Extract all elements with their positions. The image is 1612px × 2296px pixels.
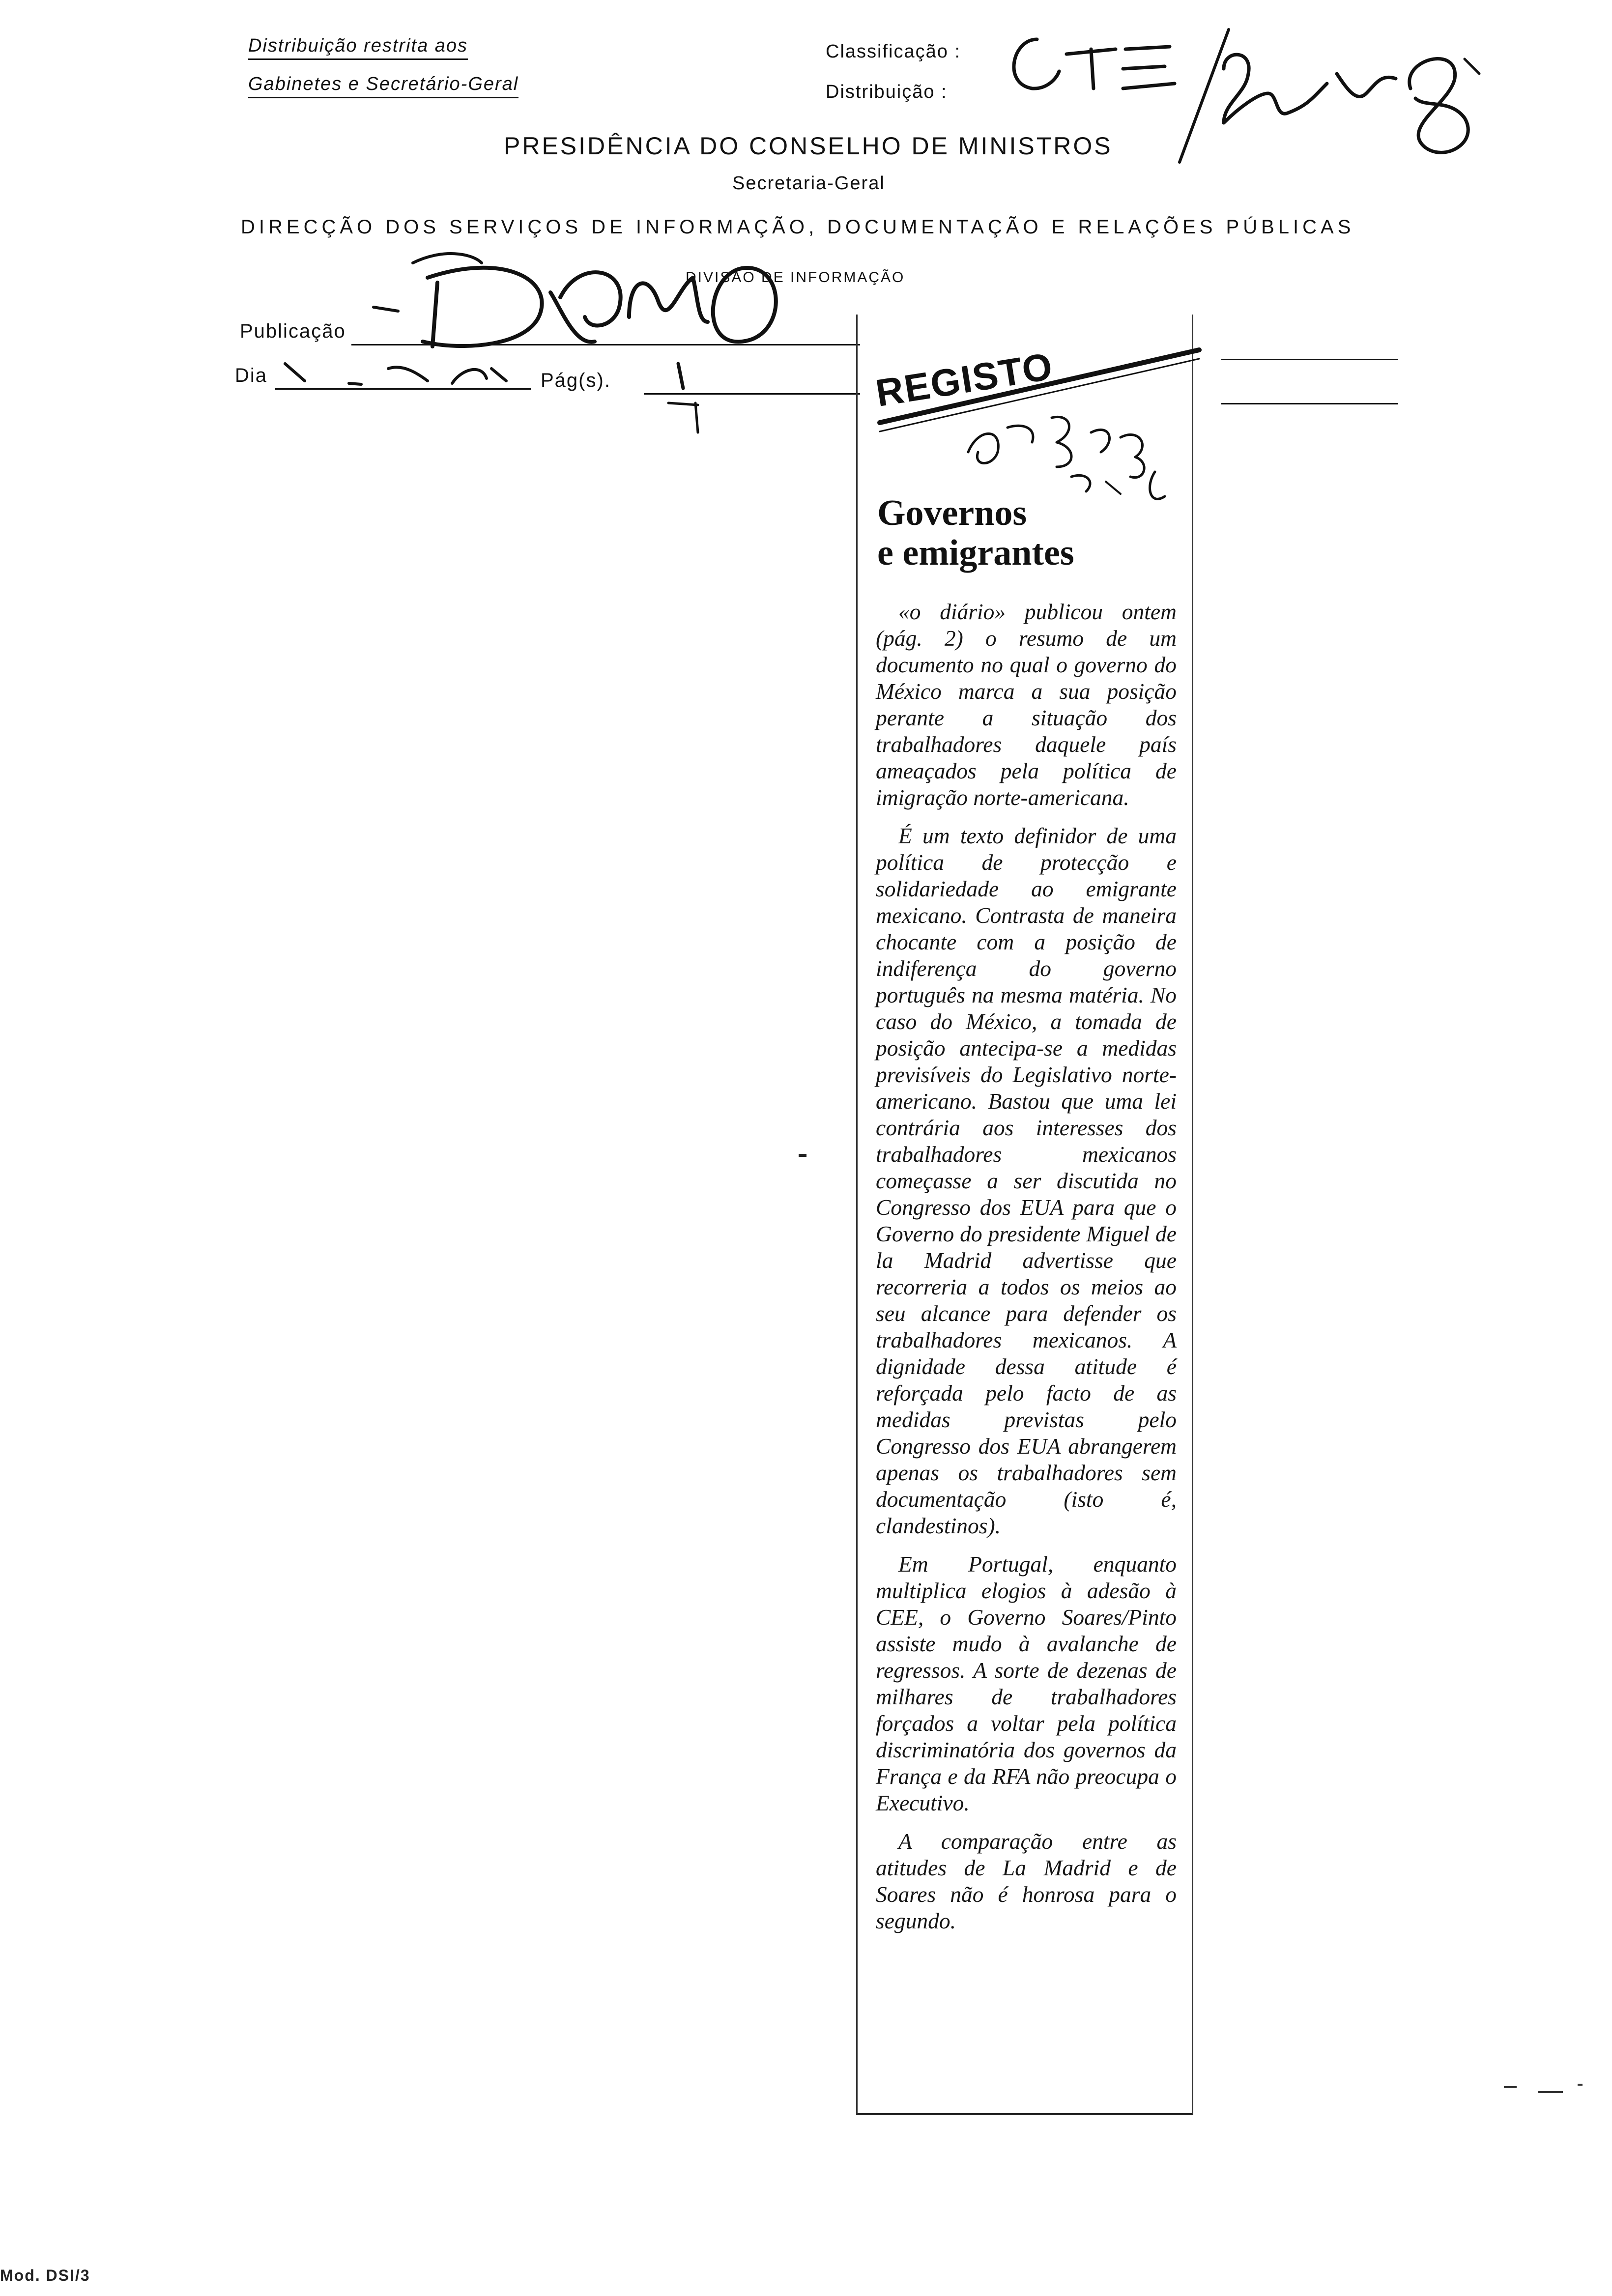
right-rule-bottom [1221, 403, 1398, 404]
sub-organization: Secretaria-Geral [732, 173, 885, 194]
article-paragraph: «o diário» publicou ontem (pág. 2) o resumo de um documento no qual o governo do México marca a sua posição perante a situação dos trabalhadores daquele país ameaçados pela política de imigração norte-americana. [876, 599, 1177, 810]
division-title: DIVISÃO DE INFORMAÇÃO [686, 269, 905, 286]
form-code: Mod. DSI/3 [0, 2267, 90, 2284]
organization-title: PRESIDÊNCIA DO CONSELHO DE MINISTROS [504, 132, 1113, 160]
stray-mark [1578, 2084, 1583, 2086]
headline-line2: e emigrantes [877, 533, 1074, 573]
right-rule-top [1221, 359, 1398, 360]
article-body [876, 599, 1177, 1946]
handwritten-publication-annotation [354, 248, 826, 361]
stray-mark [799, 1154, 806, 1157]
distribution-note-line2: Gabinetes e Secretário-Geral [248, 74, 518, 98]
distribution-note-line1: Distribuição restrita aos [248, 35, 468, 60]
pages-label: Pág(s). [541, 370, 611, 391]
distribution-label: Distribuição : [826, 82, 948, 102]
handwritten-pages-annotation [649, 354, 718, 437]
publication-label: Publicação [240, 320, 346, 342]
handwritten-day-annotation [275, 354, 531, 388]
section-tag: REGISTO [872, 344, 1056, 415]
stray-mark [1504, 2086, 1517, 2088]
article-paragraph: Em Portugal, enquanto multiplica elogios à adesão à CEE, o Governo Soares/Pinto assiste mudo à avalanche de regressos. A sorte de dezenas de milhares de trabalhadores forçados a voltar pela política discriminatória dos governos da França e da RFA não preocupa o Executivo. [876, 1551, 1177, 1815]
day-label: Dia [235, 365, 268, 386]
article-paragraph: A comparação entre as atitudes de La Madrid e de Soares não é honrosa para o segundo. [876, 1829, 1177, 1933]
stray-mark [1538, 2091, 1563, 2093]
day-field-line [275, 388, 531, 390]
headline-line1: Governos [877, 493, 1027, 533]
classification-label: Classificação : [826, 41, 961, 62]
article-paragraph: É um texto definidor de uma política de protecção e solidariedade ao emigrante mexicano. Contrasta de maneira chocante com a posição de indiferença do governo português na mesma matéria. No caso do México, a tomada de posição antecipa-se a medidas previsíveis do Legislativo norte-americano. Bastou que uma lei contrária aos interesses dos trabalhadores mexicanos começasse a ser discutida no Congresso dos EUA para que o Governo do presidente Miguel de la Madrid advertisse que recorreria a todos os meios ao seu alcance para defender os trabalhadores mexicanos. A dignidade dessa atitude é reforçada pelo facto de as medidas previstas pelo Congresso dos EUA abrangerem apenas os trabalhadores sem documentação (isto é, clandestinos). [876, 823, 1177, 1538]
directorate-title: DIRECÇÃO DOS SERVIÇOS DE INFORMAÇÃO, DOCUMENTAÇÃO E RELAÇÕES PÚBLICAS [241, 216, 1355, 238]
